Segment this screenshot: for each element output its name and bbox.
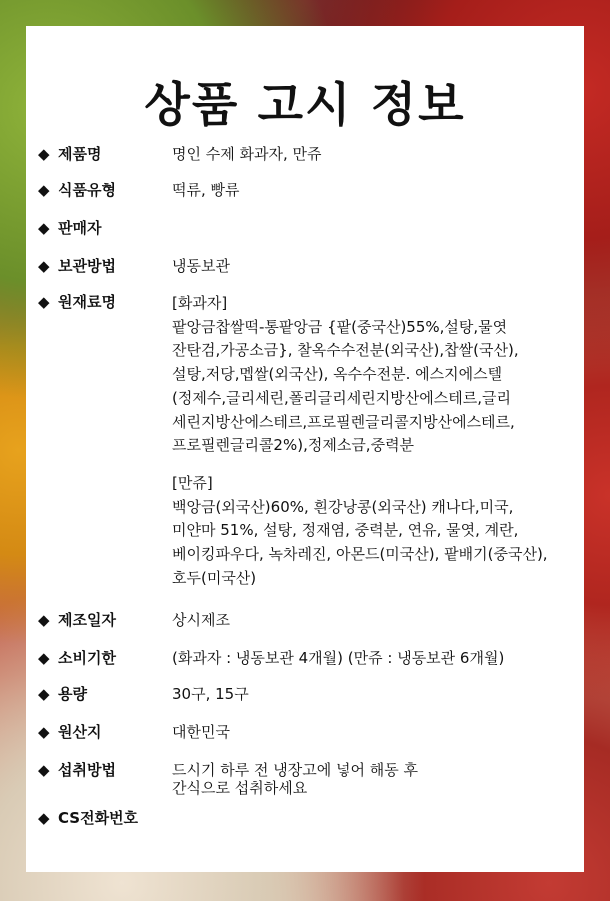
diamond-bullet-icon: ◆ xyxy=(38,649,50,667)
row-value: 냉동보관 xyxy=(172,257,230,275)
product-info-panel xyxy=(26,26,584,872)
row-value: 드시기 하루 전 냉장고에 넣어 해동 후 간식으로 섭취하세요 xyxy=(172,761,418,797)
diamond-bullet-icon: ◆ xyxy=(38,257,50,275)
row-label: 제품명 xyxy=(58,145,102,163)
row-label: 섭취방법 xyxy=(58,761,116,779)
ingredients-value xyxy=(172,292,574,590)
row-label: 식품유형 xyxy=(58,181,116,199)
row-label: 원재료명 xyxy=(58,293,116,311)
row-label: 판매자 xyxy=(58,219,102,237)
diamond-bullet-icon: ◆ xyxy=(38,181,50,199)
diamond-bullet-icon: ◆ xyxy=(38,761,50,779)
ingredients-block-manju: [만쥬] 백앙금(외국산)60%, 흰강낭콩(외국산) 캐나다,미국, 미얀마 51%, 설탕, 정재염, 중력분, 연유, 물엿, 계란, 베이킹파우다, 녹차레진, 아몬드(미국산), 팥배기(중국산), 호두(미국산) xyxy=(172,473,548,587)
row-value: 떡류, 빵류 xyxy=(172,181,240,199)
diamond-bullet-icon: ◆ xyxy=(38,685,50,703)
row-value: 명인 수제 화과자, 만쥬 xyxy=(172,145,322,163)
diamond-bullet-icon: ◆ xyxy=(38,219,50,237)
row-label: 용량 xyxy=(58,685,87,703)
diamond-bullet-icon: ◆ xyxy=(38,145,50,163)
diamond-bullet-icon: ◆ xyxy=(38,723,50,741)
diamond-bullet-icon: ◆ xyxy=(38,611,50,629)
page-title: 상품 고시 정보 xyxy=(144,78,466,133)
row-label: 원산지 xyxy=(58,723,102,741)
row-label: CS전화번호 xyxy=(58,809,139,827)
ingredients-block-wagashi: [화과자] 팥앙금찹쌀떡-통팥앙금 {팥(중국산)55%,설탕,물엿 잔탄검,가공소금}, 찰옥수수전분(외국산),찹쌀(국산), 설탕,저당,멥쌀(외국산), 옥수수전분. 에스지에스텔 (정제수,글리세린,폴리글리세린지방산에스테르,글리 세린지방산에스테르,프로필렌글리콜지방산에스테르, 프로필렌글리콜2%),정제소금,중력분 xyxy=(172,294,519,455)
row-value: (화과자 : 냉동보관 4개월) (만쥬 : 냉동보관 6개월) xyxy=(172,649,505,667)
row-value: 대한민국 xyxy=(172,723,230,741)
row-label: 보관방법 xyxy=(58,257,116,275)
row-label: 소비기한 xyxy=(58,649,116,667)
row-label: 제조일자 xyxy=(58,611,116,629)
row-value: 상시제조 xyxy=(172,611,230,629)
diamond-bullet-icon: ◆ xyxy=(38,809,50,827)
diamond-bullet-icon: ◆ xyxy=(38,293,50,311)
row-value: 30구, 15구 xyxy=(172,685,249,703)
